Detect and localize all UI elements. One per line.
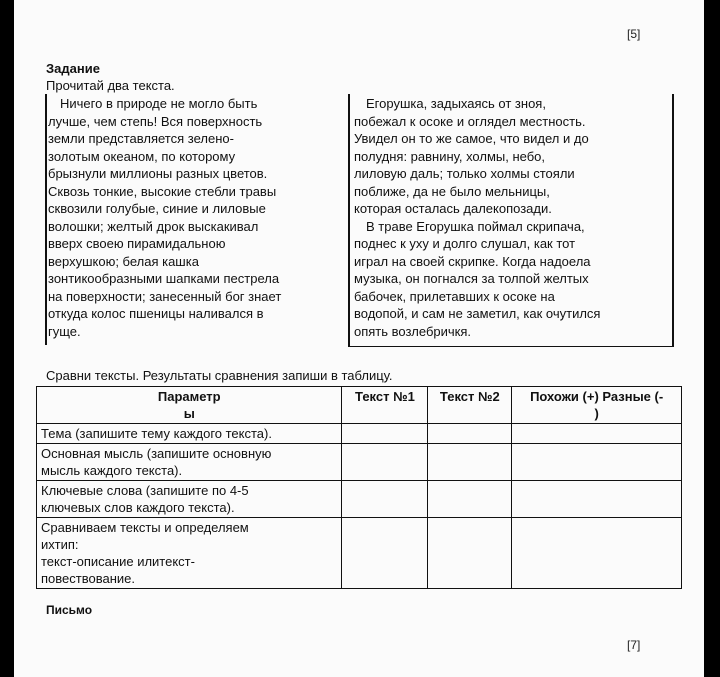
text-two-line: которая осталась далекопозади. [354, 201, 552, 216]
header-result-line: ) [594, 406, 599, 421]
answer-cell-text-2[interactable] [428, 518, 512, 589]
page-mark-bottom: [7] [627, 638, 641, 652]
answer-cell-text-1[interactable] [342, 444, 428, 481]
text-two-line: полудня: равнину, холмы, небо, [354, 148, 546, 164]
row-parameter-line: ихтип: [41, 537, 79, 552]
text-two-line: водопой, и сам не заметил, как очутился [354, 306, 601, 321]
answer-cell-text-1[interactable] [342, 424, 428, 444]
compare-instruction: Сравни тексты. Результаты сравнения запиши в таблицу. [46, 368, 393, 383]
text-two-line: лиловую даль; только холмы стояли [354, 166, 575, 181]
text-two-line: бабочек, прилетавших к осоке на [354, 288, 555, 304]
answer-cell-result[interactable] [512, 481, 682, 518]
answer-cell-text-1[interactable] [342, 518, 428, 589]
answer-cell-result[interactable] [512, 518, 682, 589]
task-heading: Задание [46, 61, 100, 76]
row-parameter [37, 481, 342, 518]
header-parameters [37, 387, 342, 424]
text-one-line: земли представляется зелено- [48, 131, 234, 146]
frame-bottom-border [348, 346, 674, 347]
header-parameters-line: Параметр [157, 389, 221, 404]
text-one-line: откуда колос пшеницы наливался в [48, 306, 264, 321]
text-one-line: Сквозь тонкие, высокие стебли травы [48, 183, 277, 199]
row-parameter-line: текст-описание илитекст- [41, 554, 195, 569]
worksheet-page [14, 0, 704, 677]
text-one-line: сквозили голубые, синие и лиловые [48, 201, 266, 216]
text-two-line: Егорушка, задыхаясь от зноя, [366, 96, 546, 111]
header-result [512, 387, 682, 424]
page-mark-top: [5] [627, 27, 641, 41]
frame-left-border [45, 94, 47, 345]
frame-right-border [672, 94, 674, 347]
answer-cell-result[interactable] [512, 444, 682, 481]
text-one-line: вверх своею пирамидальною [48, 236, 226, 251]
row-parameter [37, 424, 342, 444]
header-text-1: Текст №1 [342, 387, 428, 424]
text-one-line: гуще. [48, 323, 81, 339]
row-parameter-line: мысль каждого текста). [41, 463, 183, 478]
text-one-line: на поверхности; занесенный бог знает [48, 288, 282, 304]
text-one-line: золотым океаном, по которому [48, 148, 236, 164]
answer-cell-result[interactable] [512, 424, 682, 444]
row-parameter-line: повествование. [41, 571, 135, 586]
table-row [37, 518, 682, 589]
answer-cell-text-2[interactable] [428, 481, 512, 518]
row-parameter-line: Сравниваем тексты и определяем [41, 520, 249, 535]
text-one-line: Ничего в природе не могло быть [60, 96, 258, 111]
answer-cell-text-2[interactable] [428, 444, 512, 481]
text-two-line: поближе, да не было мельницы, [354, 183, 550, 199]
text-two-line: опять возлебричкя. [354, 323, 472, 339]
header-parameters-line: ы [183, 406, 195, 421]
footer-heading: Письмо [46, 603, 93, 617]
text-two-line: играл на своей скрипке. Когда надоела [354, 253, 591, 269]
text-two-line: побежал к осоке и оглядел местность. [354, 113, 586, 129]
task-instruction: Прочитай два текста. [46, 78, 175, 93]
text-two-line: поднес к уху и долго слушал, как тот [354, 236, 576, 251]
text-one-line: верхушкою; белая кашка [48, 253, 199, 269]
header-text-2: Текст №2 [428, 387, 512, 424]
row-parameter [37, 518, 342, 589]
table-row [37, 481, 682, 518]
row-parameter-line: Ключевые слова (запишите по 4-5 [41, 483, 249, 498]
answer-cell-text-2[interactable] [428, 424, 512, 444]
text-one-line: лучше, чем степь! Вся поверхность [48, 113, 263, 129]
table-row [37, 444, 682, 481]
frame-middle-border [348, 94, 350, 347]
row-parameter-line: ключевых слов каждого текста). [41, 500, 235, 515]
text-two-line: В траве Егорушка поймал скрипача, [366, 218, 585, 234]
answer-cell-text-1[interactable] [342, 481, 428, 518]
text-two-line: музыка, он погнался за толпой желтых [354, 271, 589, 286]
text-one-line: брызнули миллионы разных цветов. [48, 166, 268, 181]
row-parameter [37, 444, 342, 481]
row-parameter-line: Основная мысль (запишите основную [41, 446, 272, 461]
header-result-line: Похожи (+) Разные (- [530, 389, 664, 404]
text-one-line: волошки; желтый дрок выскакивал [48, 218, 259, 234]
text-two-line: Увидел он то же самое, что видел и до [354, 131, 589, 146]
table-row [37, 424, 682, 444]
comparison-table [36, 386, 682, 589]
table-header-row [37, 387, 682, 424]
row-parameter-line: Тема (запишите тему каждого текста). [41, 426, 272, 441]
text-one-line: зонтикообразными шапками пестрела [48, 271, 280, 286]
